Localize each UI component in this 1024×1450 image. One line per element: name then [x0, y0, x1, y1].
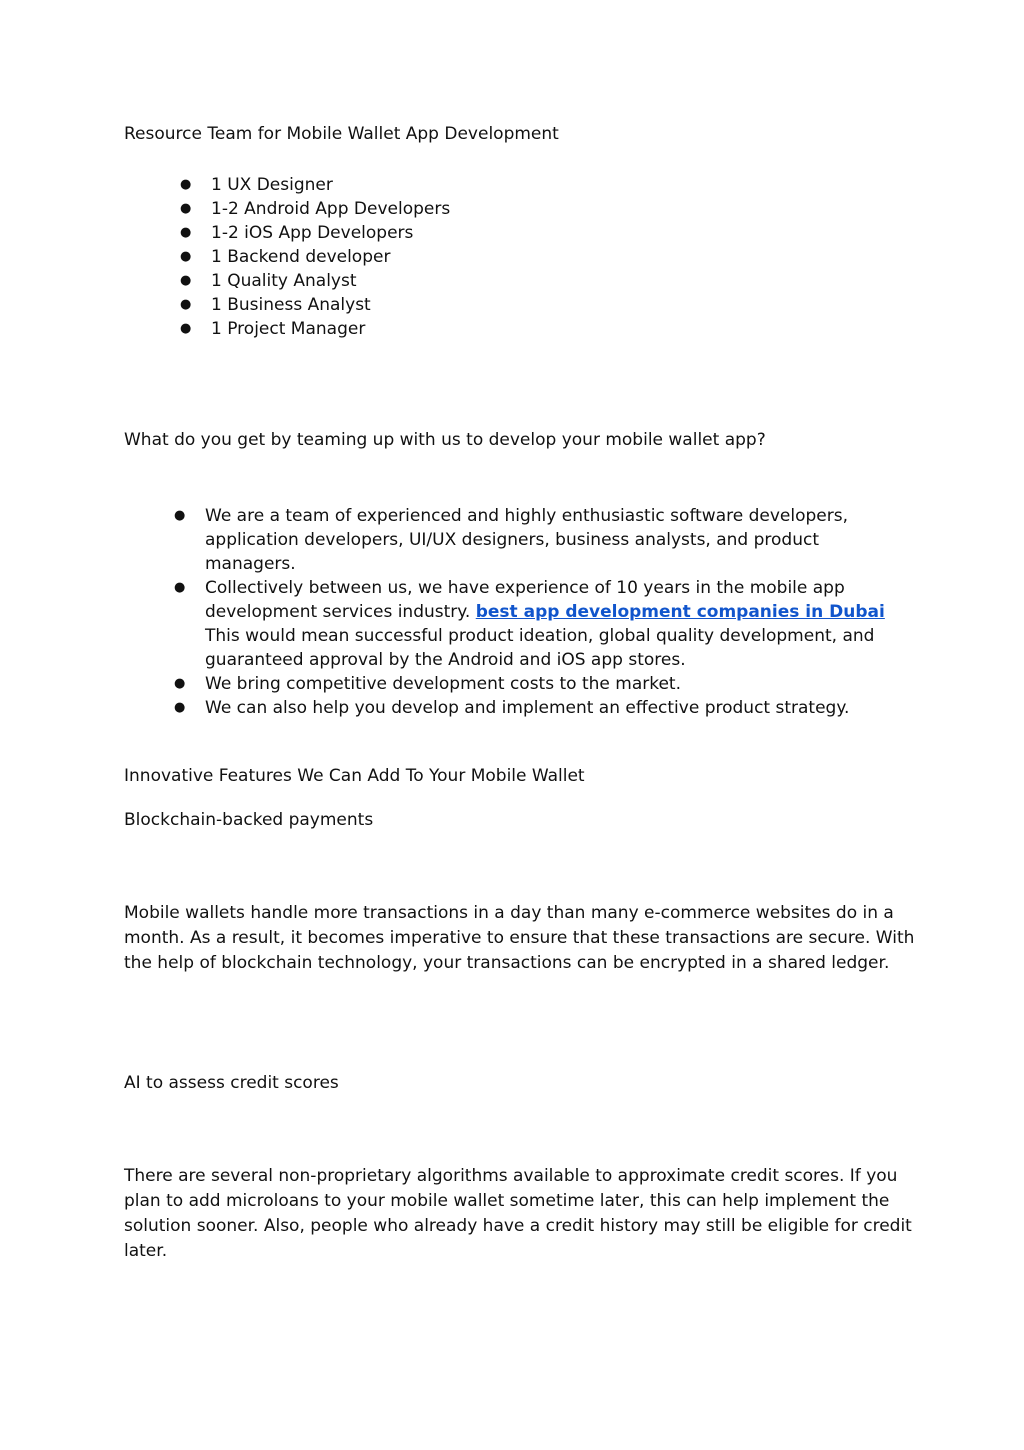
feature-body-ai: There are several non-proprietary algorithms available to approximate credit scores. If you plan to add microloans to your mobile wallet sometime later, this can help implement the solution sooner. Also, people who already have a credit history may still be eligible for credit later. [124, 1166, 912, 1261]
bullet-icon: ● [180, 273, 192, 288]
bullet-icon: ● [180, 201, 192, 216]
team-list [180, 173, 451, 341]
team-member-label: 1 Project Manager [211, 319, 366, 339]
bullet-icon: ● [180, 249, 192, 264]
list-item [174, 672, 905, 696]
bullet-icon: ● [180, 321, 192, 336]
list-item [174, 696, 905, 720]
dubai-companies-link[interactable]: best app development companies in Dubai [475, 602, 885, 622]
benefit-text: We bring competitive development costs to the market. [205, 674, 681, 694]
team-member-label: 1 Backend developer [211, 247, 391, 267]
feature-body-blockchain: Mobile wallets handle more transactions in a day than many e-commerce websites do in a month. As a result, it becomes imperative to ensure that these transactions are secure. With the help of blockchain technology, your transactions can be encrypted in a shared ledger. [124, 903, 915, 973]
list-item [180, 173, 450, 197]
list-item [180, 245, 450, 269]
team-member-label: 1-2 iOS App Developers [211, 223, 414, 243]
bullet-icon: ● [174, 580, 186, 595]
benefit-text: We can also help you develop and implement an effective product strategy. [205, 698, 850, 718]
list-item [174, 504, 905, 576]
bullet-icon: ● [174, 676, 186, 691]
team-member-label: 1 UX Designer [211, 175, 333, 195]
list-item [174, 576, 905, 672]
list-item [180, 317, 450, 341]
feature-title-ai: AI to assess credit scores [124, 1073, 339, 1093]
benefit-text: We are a team of experienced and highly enthusiastic software developers, application developers, UI/UX designers, business analysts, and product managers. [205, 506, 848, 574]
bullet-icon: ● [180, 297, 192, 312]
bullet-icon: ● [180, 225, 192, 240]
team-member-label: 1 Business Analyst [211, 295, 371, 315]
list-item [180, 293, 450, 317]
benefits-list [174, 504, 905, 720]
heading-resource-team: Resource Team for Mobile Wallet App Development [124, 124, 559, 144]
list-item [180, 221, 450, 245]
heading-features: Innovative Features We Can Add To Your Mobile Wallet [124, 766, 585, 786]
team-member-label: 1-2 Android App Developers [211, 199, 451, 219]
benefit-text: This would mean successful product ideation, global quality development, and guaranteed approval by the Android and iOS app stores. [205, 626, 875, 670]
benefit-text: Collectively between us, we have experience of 10 years in the mobile app development services industry. [205, 578, 845, 622]
list-item [180, 197, 451, 221]
bullet-icon: ● [174, 700, 186, 715]
list-item [180, 269, 450, 293]
team-member-label: 1 Quality Analyst [211, 271, 357, 291]
bullet-icon: ● [174, 508, 186, 523]
heading-benefits: What do you get by teaming up with us to develop your mobile wallet app? [124, 430, 766, 450]
bullet-icon: ● [180, 177, 192, 192]
feature-title-blockchain: Blockchain-backed payments [124, 810, 374, 830]
